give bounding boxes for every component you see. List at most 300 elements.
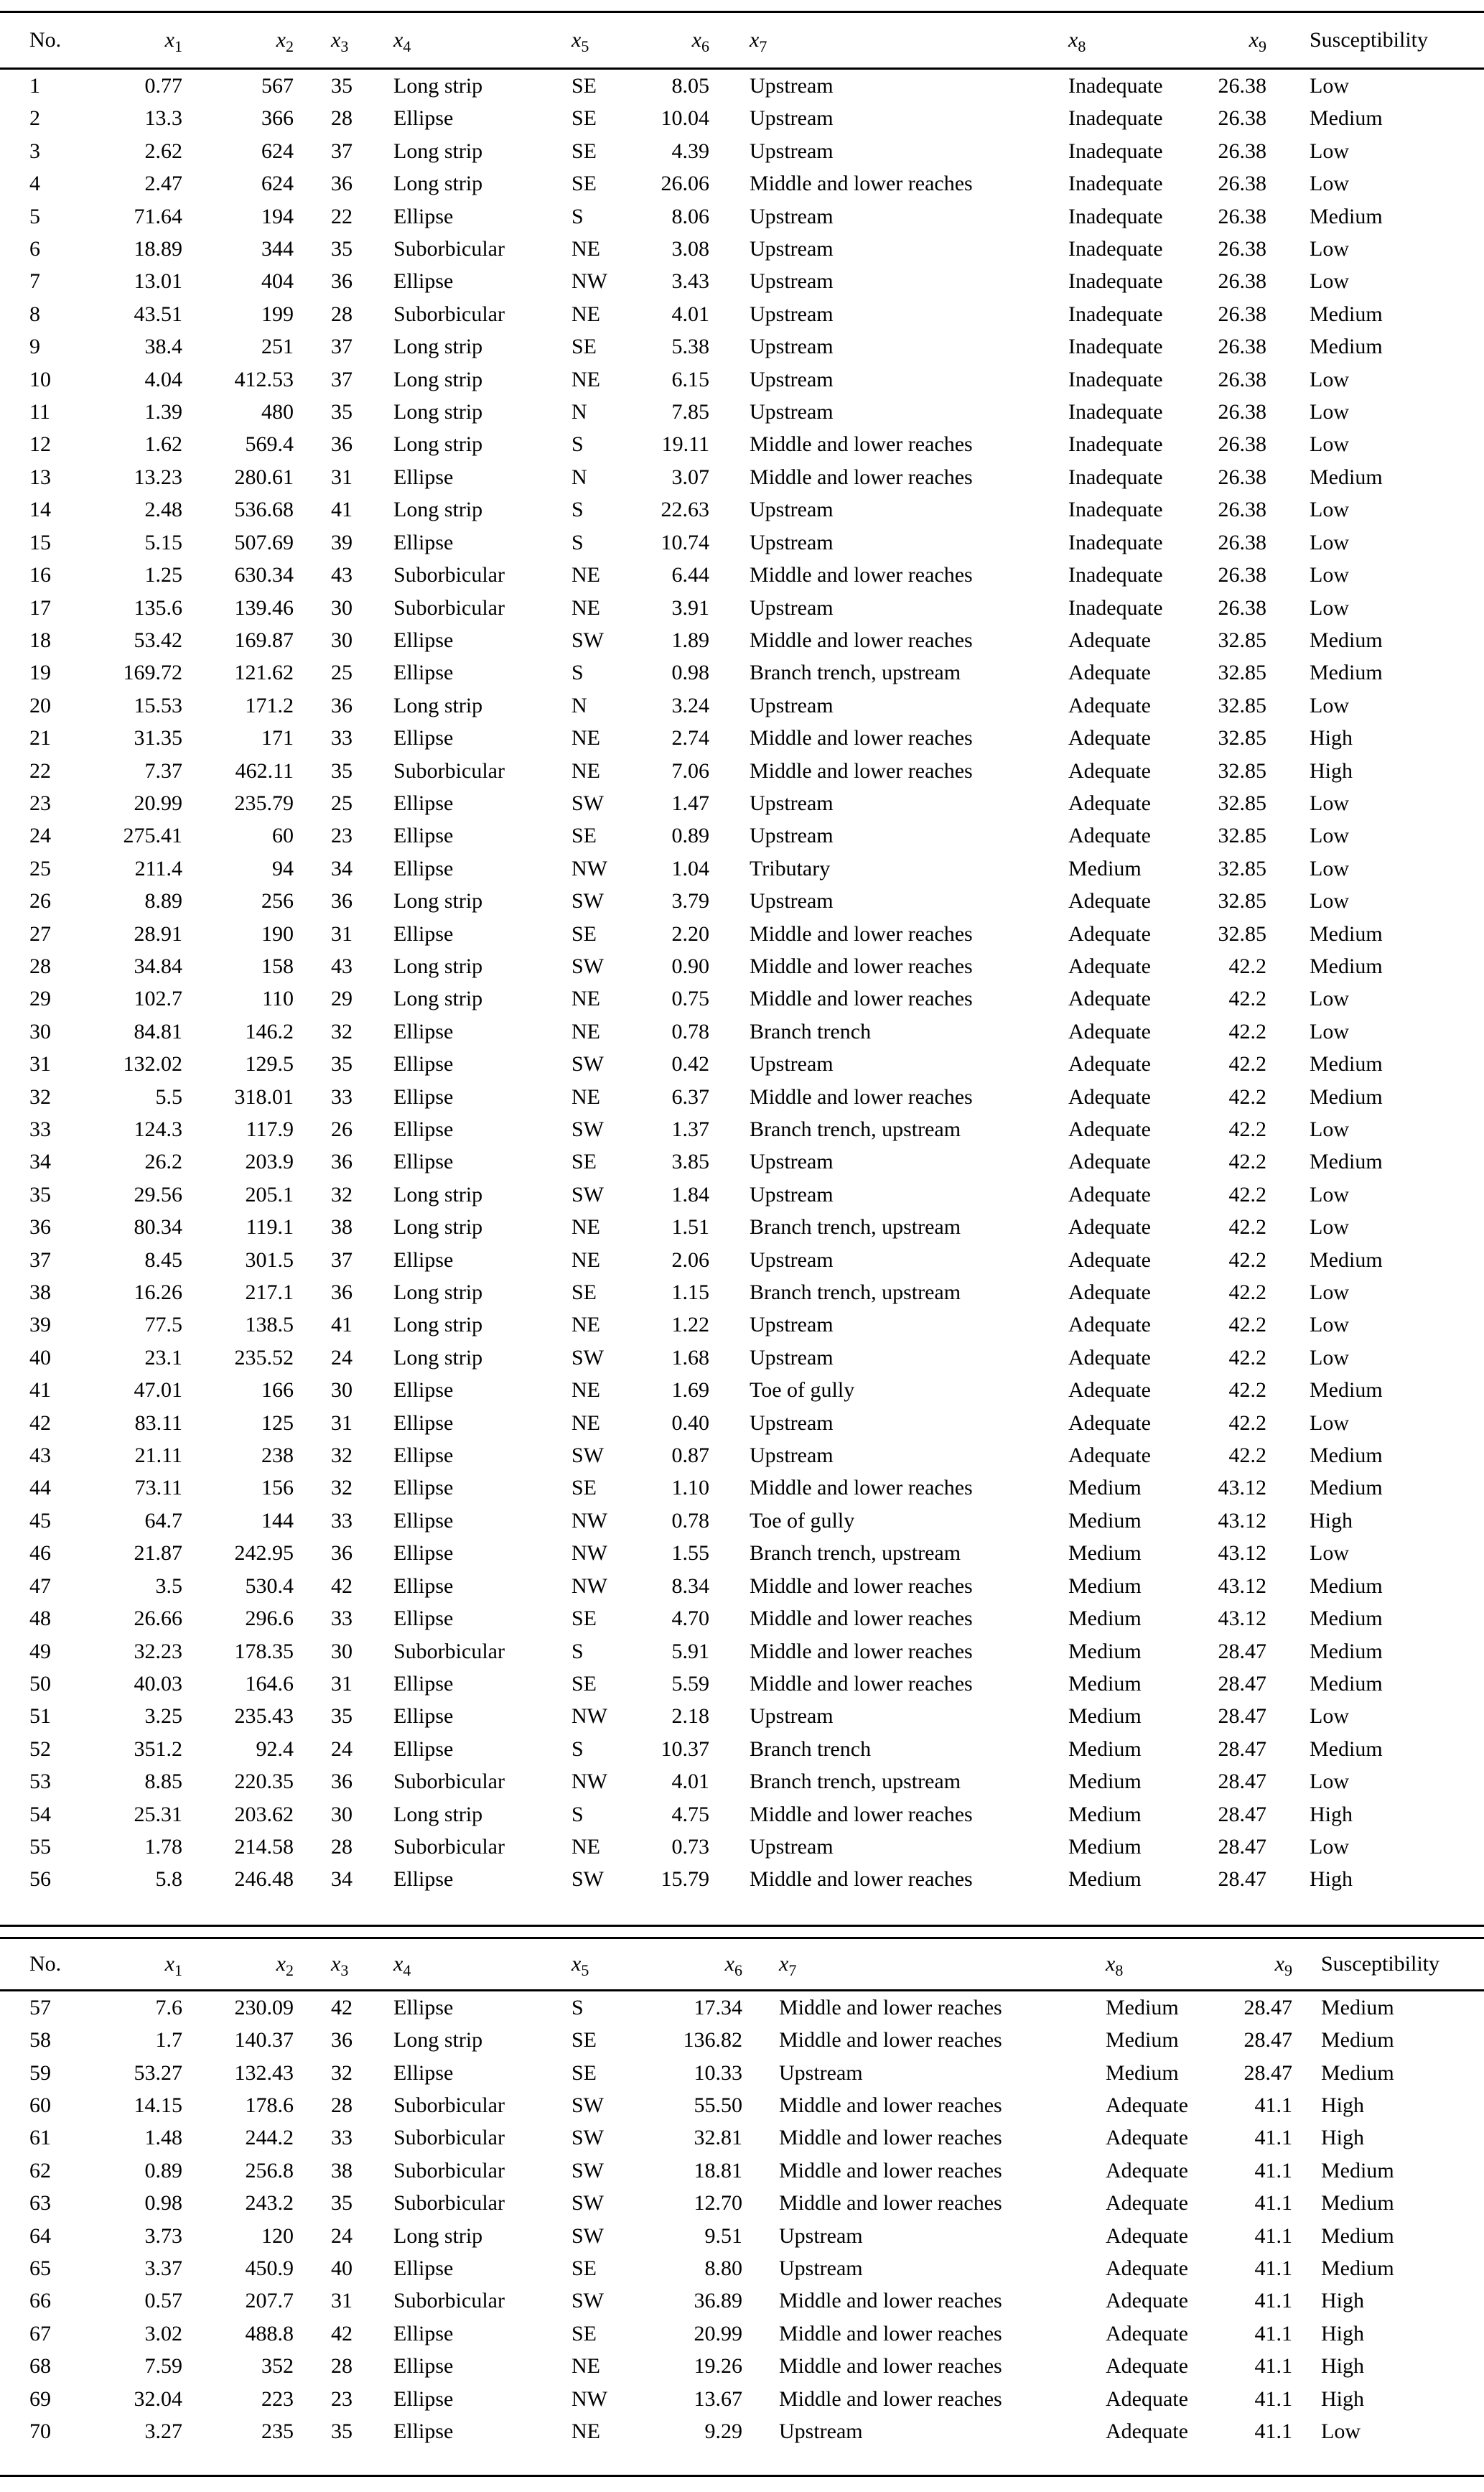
- cell-x7: Upstream: [750, 335, 834, 359]
- cell-no: 5: [29, 204, 40, 228]
- cell-x4: Ellipse: [393, 1995, 454, 2019]
- cell-x3: 42: [331, 1573, 353, 1598]
- cell-x8: Inadequate: [1068, 335, 1163, 359]
- cell-x9: 26.38: [1218, 139, 1266, 163]
- cell-x8: Adequate: [1068, 1117, 1151, 1141]
- cell-susc: Low: [1310, 74, 1349, 98]
- cell-x1: 5.15: [144, 530, 182, 554]
- cell-x8: Adequate: [1106, 2223, 1188, 2248]
- cell-no: 59: [29, 2060, 51, 2085]
- cell-x1: 40.03: [134, 1671, 182, 1696]
- cell-no: 35: [29, 1182, 51, 1207]
- cell-x4: Suborbicular: [393, 2191, 505, 2216]
- cell-x5: S: [571, 498, 584, 522]
- cell-no: 30: [29, 1019, 51, 1043]
- cell-susc: Medium: [1310, 302, 1383, 326]
- cell-x6: 18.81: [694, 2158, 742, 2182]
- cell-x6: 36.89: [694, 2289, 742, 2313]
- cell-x6: 3.79: [671, 889, 709, 913]
- data-table-part-1: [0, 11, 1484, 1896]
- cell-x7: Upstream: [750, 1704, 834, 1729]
- cell-x5: NE: [571, 987, 600, 1011]
- table-row: [0, 1537, 1484, 1569]
- cell-x9: 42.2: [1228, 1247, 1266, 1272]
- cell-x6: 8.34: [671, 1573, 709, 1598]
- cell-x1: 132.02: [123, 1052, 182, 1077]
- cell-x1: 0.98: [144, 2191, 182, 2216]
- cell-x1: 124.3: [134, 1117, 182, 1141]
- cell-no: 67: [29, 2321, 51, 2345]
- cell-x4: Long strip: [393, 172, 483, 196]
- cell-x1: 7.59: [144, 2354, 182, 2379]
- cell-x7: Upstream: [750, 595, 834, 620]
- col-header-x5: $x_5$: [567, 1938, 632, 1990]
- cell-x5: NE: [571, 367, 600, 391]
- cell-x1: 0.77: [144, 74, 182, 98]
- cell-x9: 41.1: [1254, 2386, 1292, 2411]
- cell-x9: 43.12: [1218, 1607, 1266, 1631]
- cell-x5: SE: [571, 2256, 597, 2280]
- cell-no: 63: [29, 2191, 51, 2216]
- col-header-susc: Susceptibility: [1317, 1938, 1484, 1990]
- table-row: [0, 2317, 1484, 2350]
- cell-x5: NE: [571, 1313, 600, 1337]
- cell-x4: Ellipse: [393, 1541, 454, 1566]
- cell-x1: 15.53: [134, 693, 182, 717]
- cell-susc: Medium: [1310, 1247, 1383, 1272]
- cell-x8: Adequate: [1068, 791, 1151, 815]
- cell-x2: 138.5: [245, 1313, 294, 1337]
- cell-x5: NE: [571, 1834, 600, 1859]
- cell-x5: SW: [571, 2223, 604, 2248]
- cell-x1: 28.91: [134, 921, 182, 946]
- cell-x6: 2.06: [671, 1247, 709, 1272]
- cell-no: 34: [29, 1150, 51, 1174]
- cell-x2: 214.58: [234, 1834, 294, 1859]
- cell-susc: Medium: [1310, 1150, 1383, 1174]
- cell-x9: 41.1: [1254, 2158, 1292, 2182]
- cell-x1: 23.1: [144, 1345, 182, 1370]
- cell-x1: 2.48: [144, 498, 182, 522]
- cell-x8: Adequate: [1106, 2093, 1188, 2117]
- table-row: [0, 363, 1484, 396]
- cell-x5: SW: [571, 2158, 604, 2182]
- cell-x5: SW: [571, 1052, 604, 1077]
- cell-x3: 36: [331, 172, 353, 196]
- cell-x2: 60: [272, 824, 294, 848]
- table-row: [0, 2220, 1484, 2252]
- cell-x1: 31.35: [134, 726, 182, 750]
- cell-x5: SE: [571, 1150, 597, 1174]
- cell-x7: Upstream: [779, 2256, 863, 2280]
- cell-x6: 55.50: [694, 2093, 742, 2117]
- cell-x7: Middle and lower reaches: [779, 2386, 1002, 2411]
- cell-x1: 3.37: [144, 2256, 182, 2280]
- cell-no: 50: [29, 1671, 51, 1696]
- cell-x6: 8.80: [704, 2256, 742, 2280]
- table-row: [0, 592, 1484, 624]
- cell-x1: 7.37: [144, 758, 182, 783]
- cell-x1: 13.3: [144, 106, 182, 131]
- cell-x6: 17.34: [694, 1995, 742, 2019]
- cell-x2: 94: [272, 856, 294, 880]
- col-header-x4: $x_4$: [359, 12, 567, 69]
- cell-x6: 7.06: [671, 758, 709, 783]
- cell-x3: 23: [331, 824, 353, 848]
- cell-x1: 80.34: [134, 1215, 182, 1240]
- cell-x7: Upstream: [750, 498, 834, 522]
- cell-x4: Ellipse: [393, 1084, 454, 1109]
- cell-x4: Long strip: [393, 954, 483, 978]
- cell-x7: Upstream: [750, 1052, 834, 1077]
- cell-x4: Ellipse: [393, 2321, 454, 2345]
- cell-x8: Inadequate: [1068, 367, 1163, 391]
- cell-x3: 22: [331, 204, 353, 228]
- cell-no: 21: [29, 726, 51, 750]
- cell-x2: 344: [261, 237, 294, 261]
- cell-x8: Adequate: [1106, 2386, 1188, 2411]
- cell-x2: 280.61: [234, 465, 294, 489]
- col-header-x2: $x_2$: [187, 12, 298, 69]
- cell-x7: Upstream: [750, 791, 834, 815]
- cell-x5: S: [571, 1737, 584, 1761]
- col-header-x4: $x_4$: [359, 1938, 567, 1990]
- cell-x7: Branch trench, upstream: [750, 1215, 961, 1240]
- table-row: [0, 689, 1484, 722]
- cell-x6: 19.26: [694, 2354, 742, 2379]
- cell-no: 1: [29, 74, 40, 98]
- cell-x7: Upstream: [779, 2419, 863, 2444]
- cell-x3: 43: [331, 563, 353, 587]
- cell-x7: Upstream: [750, 302, 834, 326]
- cell-x6: 1.68: [671, 1345, 709, 1370]
- cell-x6: 2.74: [671, 726, 709, 750]
- cell-no: 62: [29, 2158, 51, 2182]
- cell-susc: High: [1321, 2386, 1364, 2411]
- cell-x1: 135.6: [134, 595, 182, 620]
- cell-x2: 178.35: [234, 1639, 294, 1663]
- col-header-x9: $x_9$: [1195, 1938, 1317, 1990]
- cell-no: 9: [29, 335, 40, 359]
- cell-susc: Low: [1310, 693, 1349, 717]
- cell-x1: 43.51: [134, 302, 182, 326]
- cell-x3: 28: [331, 1834, 353, 1859]
- cell-susc: Low: [1310, 432, 1349, 457]
- cell-x3: 34: [331, 856, 353, 880]
- cell-susc: High: [1321, 2126, 1364, 2150]
- cell-susc: Medium: [1310, 465, 1383, 489]
- table-row: [0, 2089, 1484, 2121]
- cell-x1: 29.56: [134, 1182, 182, 1207]
- cell-susc: Medium: [1310, 628, 1383, 652]
- cell-no: 57: [29, 1995, 51, 2019]
- cell-x3: 33: [331, 1084, 353, 1109]
- cell-no: 20: [29, 693, 51, 717]
- cell-x8: Medium: [1068, 1770, 1142, 1794]
- table-row: [0, 787, 1484, 819]
- cell-x3: 32: [331, 1019, 353, 1043]
- table-row: [0, 233, 1484, 265]
- cell-no: 7: [29, 269, 40, 294]
- cell-x7: Middle and lower reaches: [750, 465, 973, 489]
- cell-susc: Low: [1310, 498, 1349, 522]
- cell-x2: 235.52: [234, 1345, 294, 1370]
- cell-x6: 1.15: [671, 1280, 709, 1305]
- cell-x9: 26.38: [1218, 432, 1266, 457]
- cell-x7: Middle and lower reaches: [750, 1639, 973, 1663]
- table-row: [0, 2154, 1484, 2187]
- table-row: [0, 1211, 1484, 1243]
- table-row: [0, 819, 1484, 852]
- cell-x5: SE: [571, 921, 597, 946]
- cell-x9: 43.12: [1218, 1476, 1266, 1500]
- col-header-x1: $x_1$: [86, 1938, 187, 1990]
- cell-x8: Inadequate: [1068, 204, 1163, 228]
- cell-no: 3: [29, 139, 40, 163]
- cell-x2: 129.5: [245, 1052, 294, 1077]
- cell-x4: Ellipse: [393, 1410, 454, 1435]
- cell-x5: NE: [571, 1247, 600, 1272]
- cell-x2: 92.4: [256, 1737, 294, 1761]
- cell-x2: 169.87: [234, 628, 294, 652]
- cell-x9: 42.2: [1228, 1052, 1266, 1077]
- cell-x5: S: [571, 204, 584, 228]
- cell-x2: 132.43: [234, 2060, 294, 2085]
- cell-x6: 4.75: [671, 1802, 709, 1826]
- cell-x5: SE: [571, 335, 597, 359]
- cell-x5: S: [571, 661, 584, 685]
- col-header-x3: $x_3$: [298, 12, 359, 69]
- table-row: [0, 428, 1484, 460]
- cell-x6: 3.91: [671, 595, 709, 620]
- cell-x4: Suborbicular: [393, 2093, 505, 2117]
- cell-no: 4: [29, 172, 40, 196]
- cell-susc: Medium: [1310, 1476, 1383, 1500]
- cell-x1: 5.8: [155, 1867, 182, 1892]
- cell-x1: 34.84: [134, 954, 182, 978]
- cell-x5: NE: [571, 237, 600, 261]
- cell-x7: Middle and lower reaches: [779, 2126, 1002, 2150]
- table-row: [0, 298, 1484, 330]
- cell-x1: 32.04: [134, 2386, 182, 2411]
- cell-x1: 8.89: [144, 889, 182, 913]
- cell-x3: 37: [331, 367, 353, 391]
- cell-x5: S: [571, 1802, 584, 1826]
- cell-x8: Inadequate: [1068, 563, 1163, 587]
- cell-x5: SE: [571, 2321, 597, 2345]
- cell-x7: Upstream: [750, 367, 834, 391]
- table-row: [0, 1342, 1484, 1374]
- cell-susc: Medium: [1321, 2028, 1394, 2052]
- cell-susc: Low: [1310, 1117, 1349, 1141]
- cell-x8: Adequate: [1106, 2158, 1188, 2182]
- cell-x1: 1.48: [144, 2126, 182, 2150]
- cell-x2: 536.68: [234, 498, 294, 522]
- cell-susc: Low: [1310, 987, 1349, 1011]
- cell-x2: 507.69: [234, 530, 294, 554]
- cell-x7: Toe of gully: [750, 1508, 855, 1533]
- cell-x2: 235: [261, 2419, 294, 2444]
- cell-no: 25: [29, 856, 51, 880]
- cell-x1: 169.72: [123, 661, 182, 685]
- cell-susc: High: [1310, 1867, 1353, 1892]
- cell-x3: 36: [331, 1280, 353, 1305]
- cell-x7: Upstream: [750, 1150, 834, 1174]
- cell-x2: 256: [261, 889, 294, 913]
- cell-x8: Inadequate: [1068, 432, 1163, 457]
- cell-x4: Ellipse: [393, 791, 454, 815]
- cell-x6: 10.37: [661, 1737, 709, 1761]
- table-row: [0, 885, 1484, 917]
- cell-x2: 244.2: [245, 2126, 294, 2150]
- cell-susc: Low: [1310, 1345, 1349, 1370]
- cell-x6: 4.70: [671, 1607, 709, 1631]
- table-row: [0, 656, 1484, 689]
- cell-x9: 26.38: [1218, 400, 1266, 424]
- cell-x3: 39: [331, 530, 353, 554]
- cell-x8: Inadequate: [1068, 498, 1163, 522]
- cell-x9: 32.85: [1218, 628, 1266, 652]
- cell-x6: 26.06: [661, 172, 709, 196]
- cell-x5: NE: [571, 1019, 600, 1043]
- cell-x8: Medium: [1106, 2060, 1179, 2085]
- cell-x5: NE: [571, 2419, 600, 2444]
- cell-x4: Long strip: [393, 432, 483, 457]
- cell-x8: Adequate: [1106, 2289, 1188, 2313]
- cell-susc: Low: [1310, 172, 1349, 196]
- cell-x9: 42.2: [1228, 1084, 1266, 1109]
- cell-no: 51: [29, 1704, 51, 1729]
- cell-x4: Long strip: [393, 400, 483, 424]
- table-row: [0, 1015, 1484, 1048]
- cell-x8: Adequate: [1106, 2419, 1188, 2444]
- cell-x4: Ellipse: [393, 1671, 454, 1696]
- cell-x4: Ellipse: [393, 1052, 454, 1077]
- cell-susc: Low: [1310, 595, 1349, 620]
- cell-x7: Upstream: [750, 74, 834, 98]
- cell-no: 61: [29, 2126, 51, 2150]
- cell-x2: 352: [261, 2354, 294, 2379]
- cell-susc: High: [1310, 1802, 1353, 1826]
- table-row: [0, 1635, 1484, 1668]
- cell-no: 66: [29, 2289, 51, 2313]
- cell-x5: N: [571, 465, 587, 489]
- cell-susc: Low: [1310, 1770, 1349, 1794]
- cell-x3: 42: [331, 2321, 353, 2345]
- cell-x3: 41: [331, 498, 353, 522]
- cell-x5: NE: [571, 1378, 600, 1403]
- cell-x4: Long strip: [393, 498, 483, 522]
- cell-x2: 158: [261, 954, 294, 978]
- cell-x1: 3.73: [144, 2223, 182, 2248]
- cell-x9: 28.47: [1218, 1704, 1266, 1729]
- table-row: [0, 1831, 1484, 1863]
- cell-x1: 73.11: [134, 1476, 182, 1500]
- cell-x8: Medium: [1068, 1704, 1142, 1729]
- cell-no: 17: [29, 595, 51, 620]
- cell-x3: 31: [331, 921, 353, 946]
- cell-x8: Inadequate: [1068, 302, 1163, 326]
- cell-x7: Middle and lower reaches: [750, 1476, 973, 1500]
- cell-x3: 35: [331, 2191, 353, 2216]
- cell-x7: Middle and lower reaches: [750, 1607, 973, 1631]
- cell-x9: 26.38: [1218, 367, 1266, 391]
- cell-susc: Medium: [1310, 335, 1383, 359]
- cell-x4: Long strip: [393, 367, 483, 391]
- cell-susc: Medium: [1310, 661, 1383, 685]
- cell-x9: 32.85: [1218, 693, 1266, 717]
- cell-x8: Medium: [1106, 1995, 1179, 2019]
- cell-x3: 28: [331, 2354, 353, 2379]
- cell-x3: 33: [331, 1607, 353, 1631]
- cell-susc: Low: [1310, 1704, 1349, 1729]
- cell-x7: Middle and lower reaches: [779, 2289, 1002, 2313]
- cell-x7: Tributary: [750, 856, 831, 880]
- table-header: [0, 12, 1484, 69]
- cell-x8: Adequate: [1068, 693, 1151, 717]
- cell-x2: 624: [261, 139, 294, 163]
- cell-x9: 32.85: [1218, 889, 1266, 913]
- cell-x9: 42.2: [1228, 1215, 1266, 1240]
- cell-x8: Inadequate: [1068, 269, 1163, 294]
- cell-x1: 7.6: [155, 1995, 182, 2019]
- cell-x4: Ellipse: [393, 1247, 454, 1272]
- table-row: [0, 1472, 1484, 1504]
- cell-x3: 36: [331, 432, 353, 457]
- cell-x6: 1.51: [671, 1215, 709, 1240]
- col-header-x8: $x_8$: [1073, 1938, 1195, 1990]
- cell-x1: 77.5: [144, 1313, 182, 1337]
- cell-x5: NW: [571, 1508, 607, 1533]
- cell-x6: 3.85: [671, 1150, 709, 1174]
- cell-susc: Medium: [1310, 1573, 1383, 1598]
- cell-no: 11: [29, 400, 50, 424]
- table-body-rows-57-70: [0, 1990, 1484, 2447]
- cell-x5: SE: [571, 1476, 597, 1500]
- table-row: [0, 1308, 1484, 1341]
- cell-x4: Ellipse: [393, 1150, 454, 1174]
- cell-x7: Middle and lower reaches: [750, 1867, 973, 1892]
- cell-x3: 33: [331, 1508, 353, 1533]
- cell-x2: 235.79: [234, 791, 294, 815]
- cell-x8: Medium: [1068, 1508, 1142, 1533]
- cell-x7: Upstream: [750, 1443, 834, 1468]
- cell-x9: 43.12: [1218, 1541, 1266, 1566]
- cell-x6: 6.44: [671, 563, 709, 587]
- table-row: [0, 2121, 1484, 2154]
- cell-x5: SW: [571, 628, 604, 652]
- cell-x4: Long strip: [393, 2028, 483, 2052]
- cell-no: 65: [29, 2256, 51, 2280]
- cell-x4: Ellipse: [393, 1019, 454, 1043]
- cell-x8: Adequate: [1068, 921, 1151, 946]
- cell-x1: 2.47: [144, 172, 182, 196]
- cell-x6: 6.15: [671, 367, 709, 391]
- cell-x4: Suborbicular: [393, 1834, 505, 1859]
- cell-x3: 35: [331, 1052, 353, 1077]
- cell-x7: Branch trench: [750, 1019, 872, 1043]
- cell-no: 40: [29, 1345, 51, 1370]
- cell-x5: SW: [571, 2289, 604, 2313]
- cell-x2: 318.01: [234, 1084, 294, 1109]
- cell-x7: Upstream: [750, 106, 834, 131]
- cell-x6: 9.29: [704, 2419, 742, 2444]
- cell-x2: 199: [261, 302, 294, 326]
- cell-x2: 404: [261, 269, 294, 294]
- table-bottom-rule: [0, 2475, 1484, 2477]
- cell-x8: Medium: [1068, 1639, 1142, 1663]
- cell-susc: Low: [1310, 1410, 1349, 1435]
